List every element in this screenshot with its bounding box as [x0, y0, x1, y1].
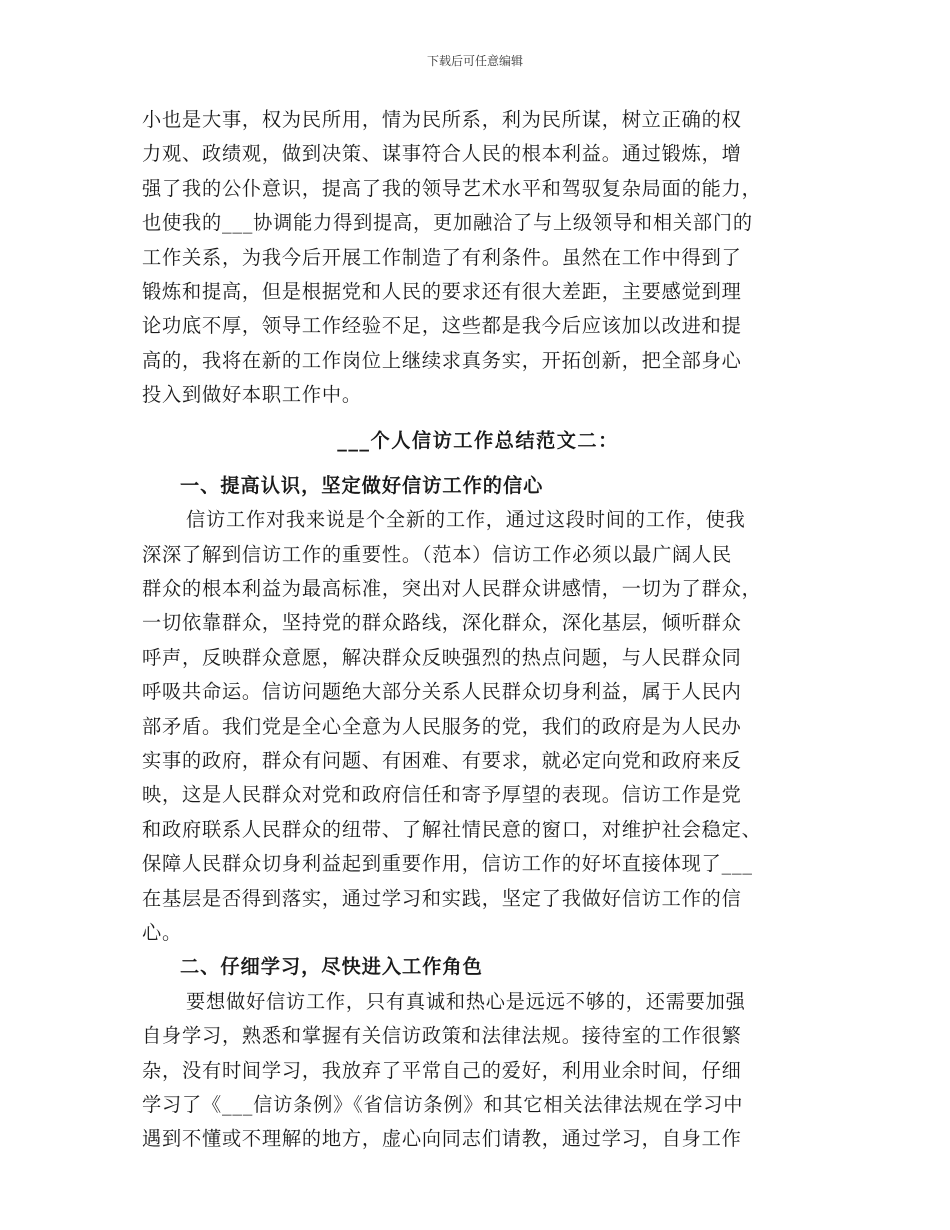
paragraph-line: 自身学习，熟悉和掌握有关信访政策和法律法规。接待室的工作很繁: [142, 1024, 742, 1048]
section-title: ___个人信访工作总结范文二：: [337, 428, 619, 452]
section-heading: 一、提高认识，坚定做好信访工作的信心: [180, 473, 544, 497]
paragraph-line: 小也是大事，权为民所用，情为民所系，利为民所谋，树立正确的权: [142, 108, 742, 131]
paragraph-line: 部矛盾。我们党是全心全意为人民服务的党，我们的政府是为人民办: [142, 714, 742, 738]
paragraph-line: 要想做好信访工作，只有真诚和热心是远远不够的，还需要加强: [186, 989, 746, 1013]
paragraph-line: 杂，没有时间学习，我放弃了平常自己的爱好，利用业余时间，仔细: [142, 1058, 742, 1082]
paragraph-line: 锻炼和提高，但是根据党和人民的要求还有很大差距，主要感觉到理: [142, 279, 742, 303]
paragraph-line: 和政府联系人民群众的纽带、了解社情民意的窗口，对维护社会稳定、: [142, 817, 762, 841]
paragraph-line: 力观、政绩观，做到决策、谋事符合人民的根本利益。通过锻炼，增: [142, 142, 742, 166]
paragraph-line: 强了我的公仆意识，提高了我的领导艺术水平和驾驭复杂局面的能力，: [142, 176, 762, 200]
page-header: 下载后可任意编辑: [426, 54, 523, 68]
paragraph-line: 论功底不厚，领导工作经验不足，这些都是我今后应该加以改进和提: [142, 314, 742, 338]
paragraph-line: 也使我的___协调能力得到提高，更加融洽了与上级领导和相关部门的: [142, 211, 753, 235]
paragraph-line: 工作关系，为我今后开展工作制造了有利条件。虽然在工作中得到了: [142, 245, 742, 269]
paragraph-line: 遇到不懂或不理解的地方，虚心向同志们请教，通过学习，自身工作: [142, 1127, 742, 1151]
paragraph-line: 心。: [142, 920, 182, 944]
paragraph-line: 实事的政府，群众有问题、有困难、有要求，就必定向党和政府来反: [142, 749, 742, 773]
paragraph-line: 一切依靠群众，坚持党的群众路线，深化群众，深化基层，倾听群众: [142, 611, 742, 635]
paragraph-line: 在基层是否得到落实，通过学习和实践，坚定了我做好信访工作的信: [142, 886, 742, 910]
paragraph-line: 高的，我将在新的工作岗位上继续求真务实，开拓创新，把全部身心: [142, 348, 742, 372]
paragraph-line: 群众的根本利益为最高标准，突出对人民群众讲感情，一切为了群众，: [142, 577, 762, 601]
section-heading: 二、仔细学习，尽快进入工作角色: [180, 955, 483, 979]
paragraph-line: 保障人民群众切身利益起到重要作用，信访工作的好坏直接体现了___: [142, 852, 753, 876]
paragraph-line: 呼声，反映群众意愿，解决群众反映强烈的热点问题，与人民群众同: [142, 645, 742, 669]
paragraph-line: 深深了解到信访工作的重要性。（范本）信访工作必须以最广阔人民: [142, 542, 733, 566]
paragraph-line: 学习了《___信访条例》《省信访条例》和其它相关法律法规在学习中: [142, 1092, 744, 1116]
paragraph-line: 信访工作对我来说是个全新的工作，通过这段时间的工作，使我: [186, 508, 746, 532]
document-body: [142, 103, 814, 1157]
paragraph-line: 投入到做好本职工作中。: [142, 383, 362, 407]
paragraph-line: 映，这是人民群众对党和政府信任和寄予厚望的表现。信访工作是党: [142, 783, 742, 807]
paragraph-line: 呼吸共命运。信访问题绝大部分关系人民群众切身利益，属于人民内: [142, 680, 742, 704]
